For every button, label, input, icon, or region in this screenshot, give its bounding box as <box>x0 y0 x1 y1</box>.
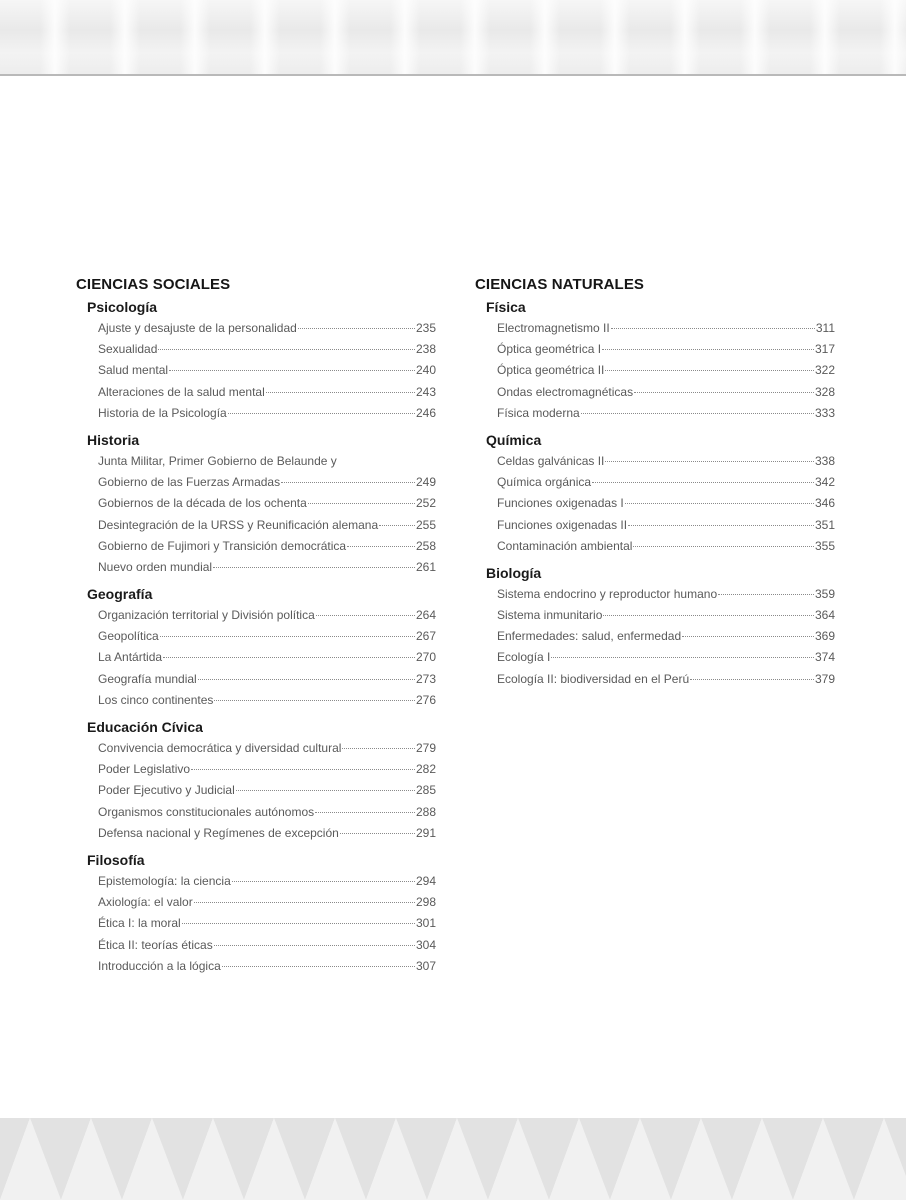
page-number: 249 <box>415 475 436 490</box>
toc-entry <box>98 759 436 780</box>
toc-entry <box>98 493 436 514</box>
entry-title: Ajuste y desajuste de la personalidad <box>98 321 297 335</box>
page-number: 270 <box>415 650 436 665</box>
dot-leader <box>222 965 415 967</box>
entry-title: Epistemología: la ciencia <box>98 873 231 888</box>
entry-list <box>475 584 835 690</box>
page-number: 294 <box>415 873 436 888</box>
toc-entry <box>497 360 835 381</box>
subject-title: Geografía <box>87 586 153 603</box>
page-number: 379 <box>814 671 835 686</box>
subject-section <box>76 718 436 844</box>
entry-title: Defensa nacional y Regímenes de excepción <box>98 825 339 840</box>
subject-list <box>475 298 835 690</box>
toc-entry <box>497 647 835 668</box>
entry-title: Gobierno de las Fuerzas Armadas <box>98 475 281 490</box>
entry-title: Los cinco continentes <box>98 692 214 707</box>
entry-title: Gobierno de Fujimori y Transición democrática <box>98 538 347 553</box>
entry-title: Historia de la Psicología <box>98 405 227 420</box>
toc-entry <box>98 780 436 801</box>
entry-title: Desintegración de la URSS y Reunificación alemana <box>98 517 379 532</box>
page-number: 267 <box>415 629 436 644</box>
page-number: 301 <box>415 916 436 931</box>
entry-title: Física moderna <box>497 405 580 420</box>
page-number: 255 <box>415 517 436 532</box>
dot-leader <box>633 545 814 547</box>
dot-leader <box>213 566 415 568</box>
entry-title: Poder Ejecutivo y Judicial <box>98 783 235 798</box>
toc-entry <box>98 318 436 339</box>
dot-leader <box>236 789 415 791</box>
page-number: 273 <box>415 671 436 686</box>
entry-title: Enfermedades: salud, enfermedad <box>497 629 682 644</box>
toc-entry <box>98 738 436 759</box>
page-number: 252 <box>415 496 436 511</box>
entry-title: La Antártida <box>98 650 163 665</box>
dot-leader <box>682 635 814 637</box>
area-title: CIENCIAS SOCIALES <box>76 276 231 293</box>
toc-entry <box>497 472 835 493</box>
entry-title: Sistema inmunitario <box>497 608 603 623</box>
toc-entry <box>497 515 835 536</box>
entry-title: Funciones oxigenadas I <box>497 496 624 511</box>
subject-list <box>76 298 436 977</box>
page-number: 235 <box>415 321 436 335</box>
page-number: 351 <box>814 517 835 532</box>
toc-column-social-sciences <box>76 276 436 977</box>
subject-section <box>76 851 436 977</box>
page-number: 342 <box>814 475 835 490</box>
entry-list <box>76 738 436 844</box>
entry-title: Ecología I <box>497 650 551 665</box>
entry-title: Geografía mundial <box>98 671 197 686</box>
entry-title: Sistema endocrino y reproductor humano <box>497 586 718 601</box>
subject-title: Psicología <box>87 299 158 315</box>
page-number: 261 <box>415 559 436 574</box>
page-number: 276 <box>415 692 436 707</box>
dot-leader <box>634 391 814 393</box>
entry-title: Poder Legislativo <box>98 762 191 777</box>
entry-title: Salud mental <box>98 363 169 378</box>
toc-entry <box>98 472 436 493</box>
toc-entry <box>497 605 835 626</box>
dot-leader <box>194 901 415 903</box>
page-number: 311 <box>815 321 835 335</box>
page-number: 328 <box>814 384 835 399</box>
dot-leader <box>379 524 415 526</box>
dot-leader <box>158 348 415 350</box>
dot-leader <box>308 502 415 504</box>
entry-title: Funciones oxigenadas II <box>497 517 628 532</box>
page-number: 246 <box>415 405 436 420</box>
dot-leader <box>315 811 415 813</box>
toc-entry <box>98 669 436 690</box>
toc-entry <box>497 584 835 605</box>
entry-title: Organización territorial y División política <box>98 608 315 623</box>
page-number: 238 <box>415 342 436 357</box>
entry-title: Electromagnetismo II <box>497 321 610 335</box>
entry-title: Sexualidad <box>98 342 158 357</box>
dot-leader <box>718 593 814 595</box>
dot-leader <box>228 412 415 414</box>
page-number: 307 <box>415 958 436 973</box>
entry-list <box>475 451 835 557</box>
toc-entry <box>98 382 436 403</box>
page-number: 288 <box>415 804 436 819</box>
entry-list <box>76 451 436 578</box>
entry-title: Axiología: el valor <box>98 895 193 910</box>
subject-title: Física <box>486 299 526 315</box>
dot-leader <box>605 460 814 462</box>
dot-leader <box>611 327 815 329</box>
footer-decorative-pattern <box>0 1118 906 1200</box>
toc-entry <box>98 892 436 913</box>
page-number: 291 <box>415 825 436 840</box>
dot-leader <box>551 656 814 658</box>
dot-leader <box>347 545 415 547</box>
entry-list <box>76 871 436 977</box>
entry-title: Ecología II: biodiversidad en el Perú <box>497 671 690 686</box>
entry-list <box>475 318 835 424</box>
dot-leader <box>316 614 415 616</box>
entry-title: Introducción a la lógica <box>98 958 221 973</box>
page-number: 285 <box>415 783 436 798</box>
toc-column-natural-sciences <box>475 276 835 690</box>
page-number: 240 <box>415 363 436 378</box>
dot-leader <box>298 327 415 329</box>
toc-entry <box>497 536 835 557</box>
entry-title: Geopolítica <box>98 629 159 644</box>
page-number: 374 <box>814 650 835 665</box>
page-number: 279 <box>415 741 436 755</box>
toc-entry <box>98 956 436 977</box>
dot-leader <box>191 768 415 770</box>
toc-entry <box>497 669 835 690</box>
entry-list <box>76 605 436 711</box>
page-number: 264 <box>415 608 436 623</box>
dot-leader <box>690 678 814 680</box>
toc-entry <box>98 647 436 668</box>
toc-entry <box>497 626 835 647</box>
entry-title: Ondas electromagnéticas <box>497 384 634 399</box>
entry-title: Óptica geométrica II <box>497 363 605 378</box>
toc-entry <box>98 536 436 557</box>
dot-leader <box>214 699 415 701</box>
entry-title: Nuevo orden mundial <box>98 559 213 574</box>
header-decorative-band <box>0 0 906 76</box>
dot-leader <box>340 832 415 834</box>
entry-title: Ética II: teorías éticas <box>98 937 213 952</box>
entry-title: Gobiernos de la década de los ochenta <box>98 496 307 511</box>
toc-entry <box>497 403 835 424</box>
dot-leader <box>169 369 415 371</box>
dot-leader <box>603 614 814 616</box>
page-number: 355 <box>814 538 835 553</box>
toc-entry <box>98 802 436 823</box>
entry-title: Junta Militar, Primer Gobierno de Belaunde y <box>98 453 337 468</box>
page-number: 338 <box>814 453 835 468</box>
subject-title: Química <box>486 431 542 448</box>
dot-leader <box>182 922 415 924</box>
page-number: 369 <box>814 629 835 644</box>
dot-leader <box>592 481 814 483</box>
page-number: 364 <box>814 608 835 623</box>
toc-entry <box>497 318 835 339</box>
entry-title: Organismos constitucionales autónomos <box>98 804 315 819</box>
subject-section <box>475 431 835 557</box>
toc-entry <box>98 403 436 424</box>
dot-leader <box>581 412 814 414</box>
dot-leader <box>163 656 415 658</box>
subject-section <box>76 585 436 711</box>
entry-title: Óptica geométrica I <box>497 342 602 357</box>
page-number: 359 <box>814 586 835 601</box>
dot-leader <box>214 944 415 946</box>
entry-list <box>76 318 436 424</box>
page-number: 282 <box>415 762 436 777</box>
dot-leader <box>625 502 814 504</box>
toc-entry <box>98 935 436 956</box>
page-number: 298 <box>415 895 436 910</box>
subject-section <box>475 564 835 690</box>
page-number: 258 <box>415 538 436 553</box>
dot-leader <box>232 880 415 882</box>
toc-entry <box>98 626 436 647</box>
subject-title: Historia <box>87 431 140 448</box>
page-number: 304 <box>415 937 436 952</box>
subject-title: Filosofía <box>87 851 145 868</box>
subject-section <box>76 298 436 424</box>
toc-entry <box>497 493 835 514</box>
toc-entry <box>98 690 436 711</box>
dot-leader <box>602 348 814 350</box>
area-title: CIENCIAS NATURALES <box>475 276 645 293</box>
dot-leader <box>160 635 415 637</box>
subject-title: Educación Cívica <box>87 719 203 735</box>
entry-title: Química orgánica <box>497 475 592 490</box>
toc-entry <box>98 823 436 844</box>
dot-leader <box>266 391 415 393</box>
page-number: 346 <box>814 496 835 511</box>
entry-title: Ética I: la moral <box>98 916 181 931</box>
toc-entry <box>98 913 436 934</box>
dot-leader <box>605 369 814 371</box>
entry-title: Contaminación ambiental <box>497 538 633 553</box>
subject-section <box>76 431 436 578</box>
page-number: 333 <box>814 405 835 420</box>
page-number: 322 <box>814 363 835 378</box>
dot-leader <box>342 747 415 749</box>
page-number: 317 <box>814 342 835 357</box>
subject-title: Biología <box>486 564 542 581</box>
subject-section <box>475 298 835 424</box>
toc-entry <box>98 515 436 536</box>
entry-title: Alteraciones de la salud mental <box>98 384 265 399</box>
entry-title: Celdas galvánicas II <box>497 453 605 468</box>
entry-title: Convivencia democrática y diversidad cultural <box>98 741 342 755</box>
toc-entry <box>98 339 436 360</box>
toc-entry <box>98 360 436 381</box>
dot-leader <box>281 481 415 483</box>
toc-entry <box>98 451 436 472</box>
dot-leader <box>198 678 415 680</box>
toc-entry <box>497 382 835 403</box>
toc-entry <box>98 871 436 892</box>
dot-leader <box>628 524 814 526</box>
toc-entry <box>497 451 835 472</box>
page-number: 243 <box>415 384 436 399</box>
toc-entry <box>98 605 436 626</box>
toc-entry <box>497 339 835 360</box>
toc-entry <box>98 557 436 578</box>
